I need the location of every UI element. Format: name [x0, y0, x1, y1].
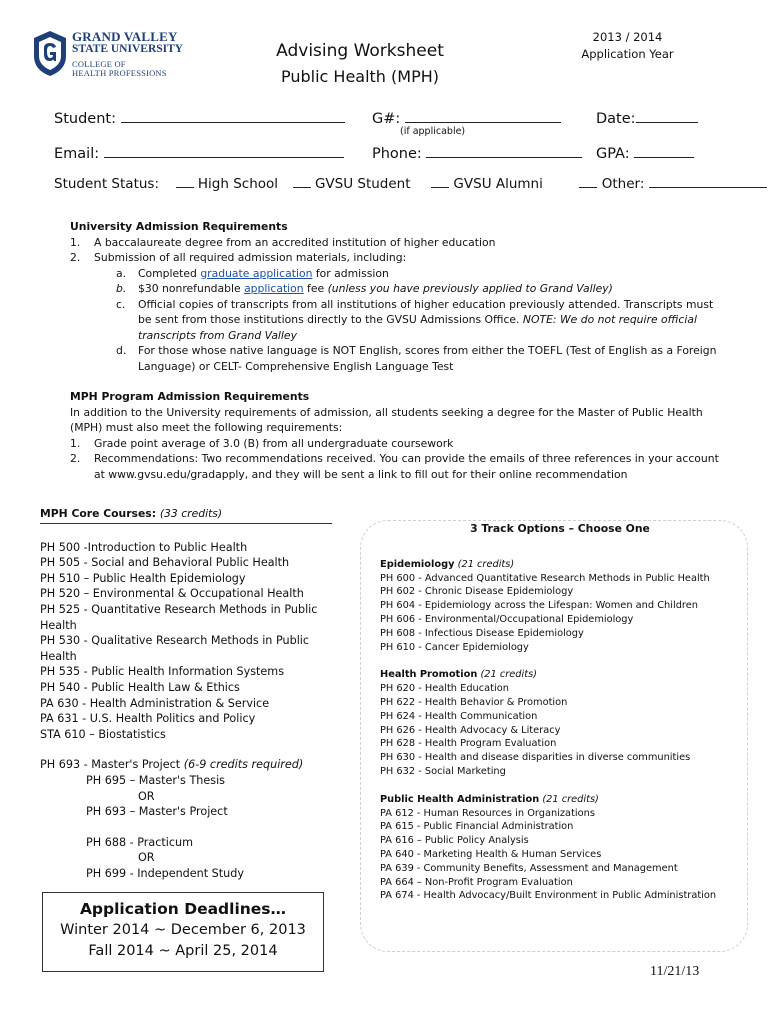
core-course: PH 505 - Social and Behavioral Public Health — [40, 556, 290, 570]
university-item-2c: c. Official copies of transcripts from all institutions of higher education previously attended. Transcripts must be sent from those institutions directly to the GVSU Admissions Office. NOTE: We do not require official transcripts from Grand Valley — [116, 297, 714, 342]
status-other-input[interactable] — [649, 173, 767, 188]
track-course: PH 620 - Health Education — [380, 683, 509, 695]
status-option-other: Other: — [601, 176, 645, 192]
email-input[interactable] — [104, 143, 344, 158]
independent-study: PH 699 - Independent Study — [86, 866, 244, 880]
track-course: PA 674 - Health Advocacy/Built Environment in Public Administration — [380, 890, 717, 902]
university-item-2a: a. Completed graduate application for admission — [116, 266, 389, 280]
core-course: PH 525 - Quantitative Research Methods in Public Health — [40, 602, 318, 632]
track-course: PH 608 - Infectious Disease Epidemiology — [380, 627, 584, 639]
email-field — [54, 143, 344, 162]
title-main: Advising Worksheet — [276, 41, 444, 61]
track-course: PA 639 - Community Benefits, Assessment and Management — [380, 862, 678, 874]
university-requirements — [70, 219, 730, 374]
track-course: PA 664 – Non-Profit Program Evaluation — [380, 876, 573, 888]
date-field — [596, 108, 698, 127]
university-item-2b: b. $30 nonrefundable application fee (unless you have previously applied to Grand Valley) — [116, 282, 613, 295]
program-item-2: 2. Recommendations: Two recommendations received. You can provide the emails of three references in your account at www.gvsu.edu/gradapply, and they will be sent a link to fill out for their online recommendation — [70, 452, 719, 481]
date-input[interactable] — [636, 108, 698, 123]
core-course: PH 535 - Public Health Information Systems — [40, 665, 285, 679]
track-course: PH 628 - Health Program Evaluation — [380, 738, 557, 750]
phone-field — [372, 143, 582, 162]
application-deadlines-box — [42, 892, 324, 972]
university-item-2: 2. Submission of all required admission materials, including: — [70, 251, 407, 264]
status-checkbox-gvsu-student[interactable] — [293, 173, 311, 188]
footer-date: 11/21/13 — [650, 964, 700, 979]
application-year — [560, 29, 695, 63]
core-heading: MPH Core Courses: (33 credits) — [40, 506, 332, 524]
track-course: PH 602 - Chronic Disease Epidemiology — [380, 586, 574, 598]
gpa-input[interactable] — [634, 143, 694, 158]
gpa-label: GPA: — [596, 146, 630, 162]
g-number-note: (if applicable) — [400, 126, 466, 137]
track-course: PH 604 - Epidemiology across the Lifespan: Women and Children — [380, 600, 698, 612]
masters-project-2: PH 693 – Master's Project — [86, 805, 228, 819]
status-option-gvsu-student: GVSU Student — [314, 176, 411, 192]
page-title — [240, 38, 480, 90]
track-course: PA 612 - Human Resources in Organizations — [380, 807, 595, 819]
program-heading: MPH Program Admission Requirements — [70, 390, 310, 403]
track-course: PA 640 - Marketing Health & Human Services — [380, 848, 602, 860]
masters-project: PH 693 - Master's Project (6-9 credits required) — [40, 758, 304, 772]
email-label: Email: — [54, 146, 100, 162]
core-course: PH 520 – Environmental & Occupational Health — [40, 587, 304, 601]
core-course: PA 631 - U.S. Health Politics and Policy — [40, 712, 256, 726]
public-health-admin-heading: Public Health Administration (21 credits) — [380, 793, 599, 805]
program-intro: In addition to the University requirements of admission, all students seeking a degree for the Master of Public Health (MPH) must also meet the following requirements: — [70, 405, 703, 434]
university-heading: University Admission Requirements — [70, 220, 288, 233]
track-course: PA 615 - Public Financial Administration — [380, 821, 574, 833]
winter-deadline: Winter 2014 ~ December 6, 2013 — [60, 922, 306, 938]
application-fee-link[interactable]: application — [244, 282, 304, 295]
epidemiology-heading: Epidemiology (21 credits) — [380, 558, 515, 570]
track-course: PH 600 - Advanced Quantitative Research Methods in Public Health — [380, 572, 710, 584]
track-options — [380, 522, 740, 903]
core-course: PH 510 – Public Health Epidemiology — [40, 571, 246, 585]
track-course: PH 632 - Social Marketing — [380, 765, 506, 777]
title-subtitle — [240, 64, 480, 90]
or-label: OR — [138, 789, 155, 803]
track-course: PH 630 - Health and disease disparities in diverse communities — [380, 752, 691, 764]
status-checkbox-gvsu-alumni[interactable] — [431, 173, 449, 188]
track-course: PH 610 - Cancer Epidemiology — [380, 641, 529, 653]
year-label: Application Year — [581, 47, 674, 61]
g-number-input[interactable] — [405, 108, 561, 123]
fall-deadline: Fall 2014 ~ April 25, 2014 — [88, 943, 278, 959]
status-option-gvsu-alumni: GVSU Alumni — [453, 176, 543, 192]
logo-line-2: STATE UNIVERSITY — [72, 43, 184, 55]
deadlines-heading: Application Deadlines… — [79, 900, 287, 918]
phone-input[interactable] — [426, 143, 582, 158]
university-item-2d: d. For those whose native language is NOT English, scores from either the TOEFL (Test of English as a Foreign Language) or CELT- Comprehensive English Language Test — [116, 344, 717, 373]
student-label: Student: — [54, 111, 116, 127]
phone-label: Phone: — [372, 146, 422, 162]
subtitle-abbr: (MPH) — [391, 67, 440, 86]
logo-line-4: HEALTH PROFESSIONS — [72, 68, 167, 78]
logo-line-3: COLLEGE OF — [72, 58, 126, 69]
practicum: PH 688 - Practicum — [86, 835, 194, 849]
logo-line-1: GRAND VALLEY — [72, 29, 178, 44]
core-course: PH 500 -Introduction to Public Health — [40, 540, 248, 554]
student-status-field — [54, 173, 767, 192]
subtitle-main: Public Health — [280, 67, 386, 86]
program-requirements — [70, 389, 730, 482]
masters-thesis: PH 695 – Master's Thesis — [86, 773, 226, 787]
g-number-label: G#: — [372, 111, 401, 127]
track-course: PH 624 - Health Communication — [380, 710, 538, 722]
track-course: PH 606 - Environmental/Occupational Epidemiology — [380, 613, 634, 625]
student-field — [54, 108, 345, 127]
core-course: PH 530 - Qualitative Research Methods in Public Health — [40, 634, 310, 663]
gpa-field — [596, 143, 694, 162]
core-courses — [40, 506, 332, 881]
year-value: 2013 / 2014 — [592, 30, 663, 44]
core-course: PH 540 - Public Health Law & Ethics — [40, 680, 240, 694]
status-option-high-school: High School — [197, 176, 279, 192]
g-number-field — [372, 108, 561, 127]
student-input[interactable] — [121, 108, 345, 123]
status-checkbox-other[interactable] — [579, 173, 597, 188]
track-course: PA 616 – Public Policy Analysis — [380, 835, 529, 847]
gvsu-logo-icon — [30, 28, 70, 78]
status-checkbox-high-school[interactable] — [176, 173, 194, 188]
track-course: PH 622 - Health Behavior & Promotion — [380, 696, 568, 708]
health-promotion-heading: Health Promotion (21 credits) — [380, 669, 537, 681]
program-item-1: 1. Grade point average of 3.0 (B) from all undergraduate coursework — [70, 436, 454, 450]
core-course: PA 630 - Health Administration & Service — [40, 696, 270, 710]
core-course: STA 610 – Biostatistics — [40, 727, 166, 741]
track-course: PH 626 - Health Advocacy & Literacy — [380, 724, 561, 736]
graduate-application-link[interactable]: graduate application — [200, 266, 313, 280]
status-label: Student Status: — [54, 176, 160, 192]
track-title: 3 Track Options – Choose One — [470, 522, 650, 535]
logo-wordmark — [72, 30, 183, 78]
date-label: Date: — [596, 111, 636, 127]
or-label: OR — [138, 851, 155, 865]
university-item-1: 1. A baccalaureate degree from an accredited institution of higher education — [70, 235, 496, 249]
